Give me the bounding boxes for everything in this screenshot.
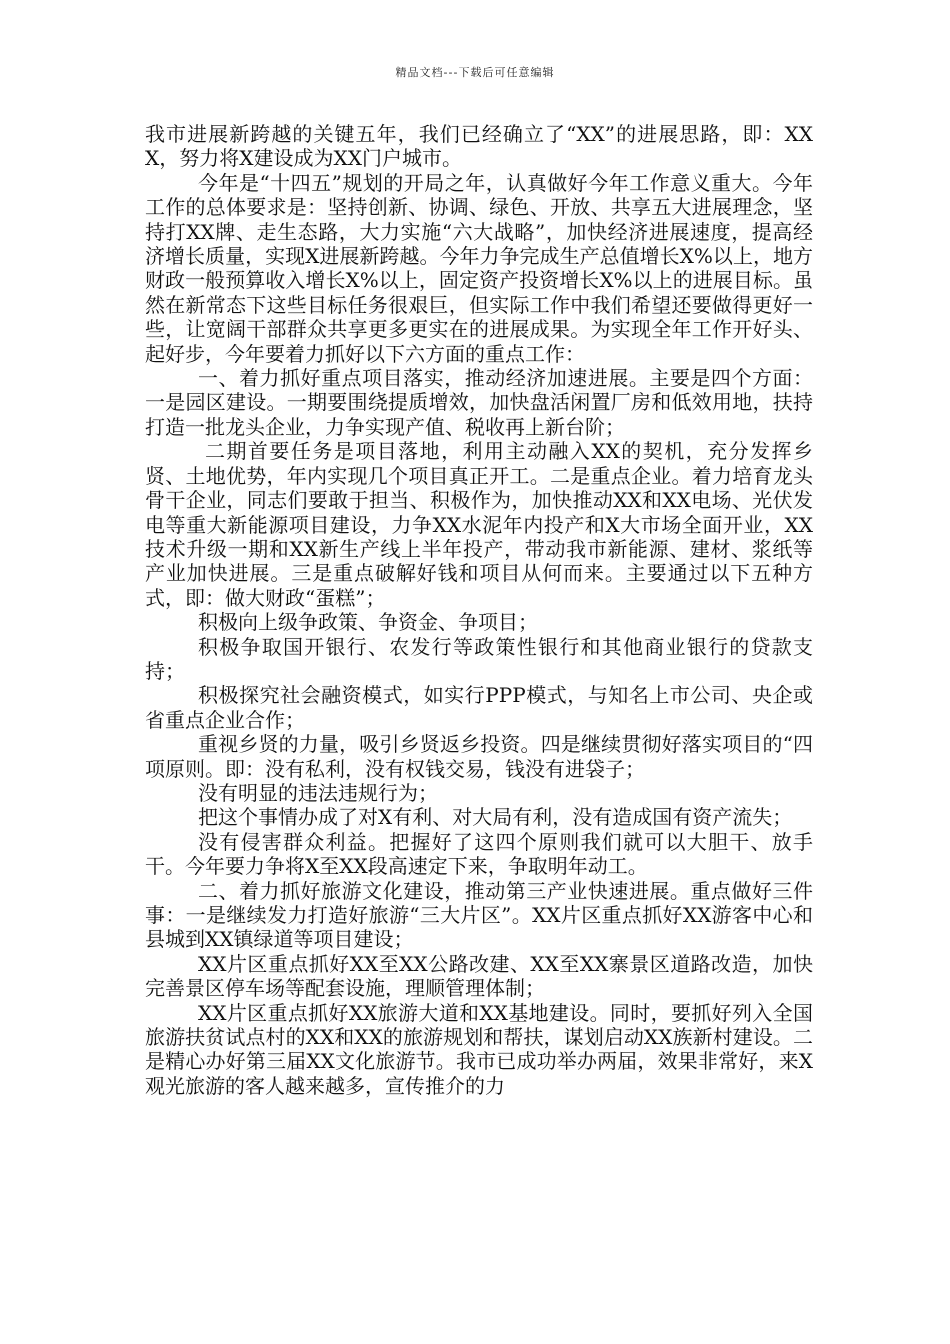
paragraph: 积极探究社会融资模式，如实行PPP模式，与知名上市公司、央企或省重点企业合作；: [145, 683, 813, 732]
paragraph: 二期首要任务是项目落地，利用主动融入XX的契机，充分发挥乡贤、土地优势，年内实现几个项目真正开工。二是重点企业。着力培育龙头骨干企业，同志们要敢于担当、积极作为，加快推动XX和XX电场、光伏发电等重大新能源项目建设，力争XX水泥年内投产和X大市场全面开业，XX技术升级一期和XX新生产线上半年投产，带动我市新能源、建材、浆纸等产业加快进展。三是重点破解好钱和项目从何而来。主要通过以下五种方式，即：做大财政“蛋糕”；: [145, 439, 813, 610]
paragraph: 二、着力抓好旅游文化建设，推动第三产业快速进展。重点做好三件事：一是继续发力打造好旅游“三大片区”。XX片区重点抓好XX游客中心和县城到XX镇绿道等项目建设；: [145, 878, 813, 952]
paragraph: 把这个事情办成了对X有利、对大局有利，没有造成国有资产流失；: [198, 805, 793, 830]
paragraph: XX片区重点抓好XX旅游大道和XX基地建设。同时，要抓好列入全国旅游扶贫试点村的XX和XX的旅游规划和帮扶，谋划启动XX族新村建设。二是精心办好第三届XX文化旅游节。我市已成功举办两届，效果非常好，来X观光旅游的客人越来越多，宣传推介的力: [145, 1000, 813, 1098]
paragraph: XX片区重点抓好XX至XX公路改建、XX至XX寨景区道路改造，加快完善景区停车场等配套设施，理顺管理体制；: [145, 951, 813, 1001]
paragraph: 我市进展新跨越的关键五年，我们已经确立了“XX”的进展思路，即：XXX，努力将X建设成为XX门户城市。: [145, 122, 813, 171]
paragraph: 重视乡贤的力量，吸引乡贤返乡投资。四是继续贯彻好落实项目的“四项原则。即：没有私利，没有权钱交易，钱没有进袋子；: [145, 732, 813, 781]
paragraph: 没有侵害群众利益。把握好了这四个原则我们就可以大胆干、放手干。今年要力争将X至XX段高速定下来，争取明年动工。: [145, 829, 813, 879]
paragraph: 一、着力抓好重点项目落实，推动经济加速进展。主要是四个方面：一是园区建设。一期要围绕提质增效，加快盘活闲置厂房和低效用地，扶持打造一批龙头企业，力争实现产值、税收再上新台阶；: [145, 366, 813, 439]
paragraph: 积极争取国开银行、农发行等政策性银行和其他商业银行的贷款支持；: [145, 634, 813, 683]
paragraph: 没有明显的违法违规行为；: [198, 780, 438, 805]
paragraph: 今年是“十四五”规划的开局之年，认真做好今年工作意义重大。今年工作的总体要求是：坚持创新、协调、绿色、开放、共享五大进展理念，坚持打XX牌、走生态路，大力实施“六大战略”，加快经济进展速度，提高经济增长质量，实现X进展新跨越。今年力争完成生产总值增长X%以上，地方财政一般预算收入增长X%以上，固定资产投资增长X%以上的进展目标。虽然在新常态下这些目标任务很艰巨，但实际工作中我们希望还要做得更好一些，让宽阔干部群众共享更多更实在的进展成果。为实现全年工作开好头、起好步，今年要着力抓好以下六方面的重点工作：: [145, 170, 813, 366]
document-body: [145, 122, 813, 1098]
page-header: 精品文档---下载后可任意编辑: [395, 66, 555, 79]
paragraph: 积极向上级争政策、争资金、争项目；: [198, 610, 538, 635]
